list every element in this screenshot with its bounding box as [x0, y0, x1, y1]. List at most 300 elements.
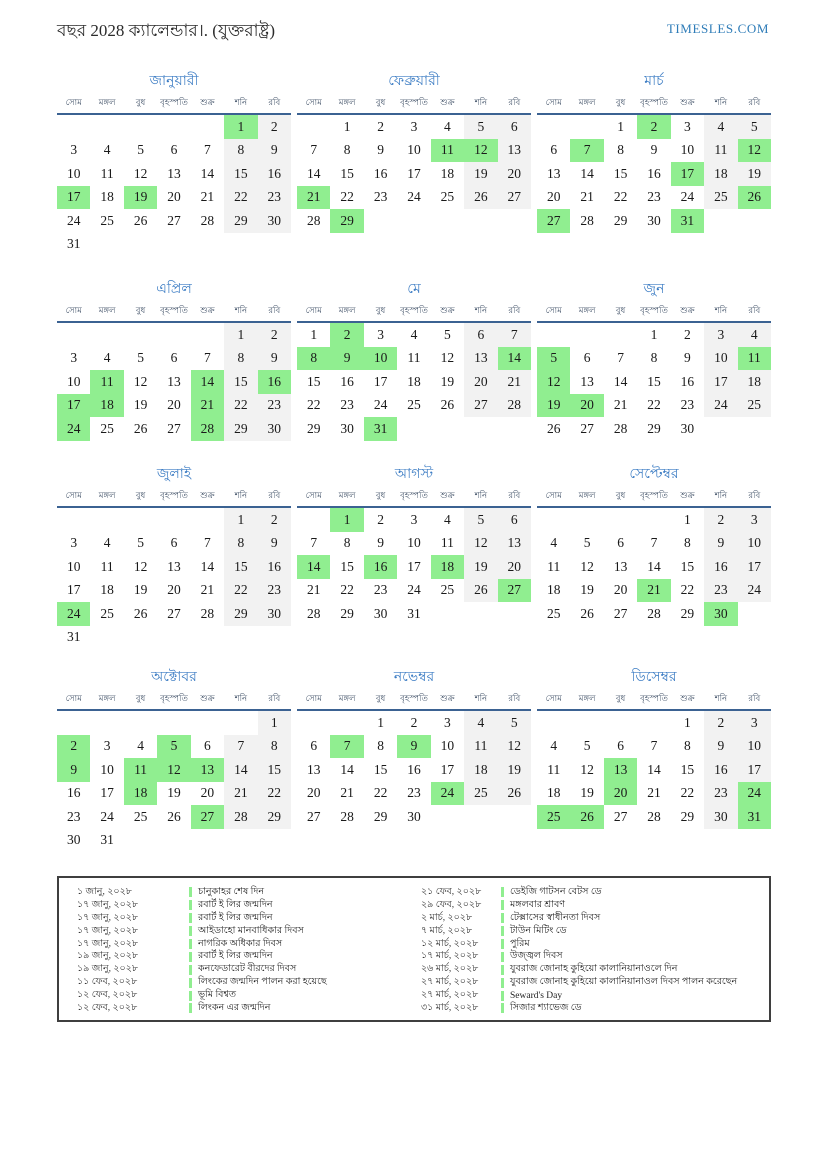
day-cell: 3 — [410, 118, 418, 134]
weekday-label: শুক্র — [200, 97, 215, 107]
weekday-label: বৃহস্পতি — [400, 97, 428, 107]
weekday-label: শুক্র — [440, 305, 455, 315]
day-cell: 28 — [200, 212, 215, 228]
weekday-label: বুধ — [615, 693, 626, 703]
weekday-label: শনি — [714, 490, 728, 500]
day-cell: 16 — [373, 165, 388, 181]
holiday-marker-bar — [189, 952, 192, 962]
day-cell: 11 — [440, 535, 454, 551]
day-cell: 14 — [191, 370, 224, 394]
day-cell: 20 — [546, 189, 561, 205]
day-cell: 26 — [133, 212, 148, 228]
day-cell: 23 — [704, 782, 737, 806]
day-cell: 19 — [464, 162, 497, 186]
day-cell: 13 — [306, 761, 321, 777]
legend-row — [77, 1002, 407, 1015]
day-cell: 15 — [613, 165, 628, 181]
day-cell-empty — [157, 115, 190, 139]
day-cell: 24 — [100, 808, 114, 824]
day-grid — [57, 115, 291, 256]
day-cell: 29 — [224, 602, 257, 626]
weekday-label: শনি — [474, 97, 488, 107]
month-title: সেপ্টেম্বর — [629, 467, 679, 482]
day-cell: 21 — [191, 394, 224, 418]
day-cell: 21 — [200, 582, 215, 598]
day-cell: 22 — [373, 785, 388, 801]
day-cell: 16 — [66, 785, 81, 801]
month-block-4 — [57, 280, 291, 441]
holiday-name: টাউন মিটিং ডে — [510, 925, 567, 936]
weekday-label: রবি — [748, 693, 761, 703]
weekday-header-row — [297, 489, 531, 508]
day-cell: 29 — [373, 808, 388, 824]
month-title: নভেম্বর — [393, 670, 435, 685]
day-cell: 14 — [498, 347, 531, 371]
day-cell: 2 — [684, 326, 691, 342]
day-cell-empty — [537, 115, 570, 139]
day-cell: 15 — [373, 761, 388, 777]
day-cell: 22 — [306, 397, 321, 413]
day-cell: 20 — [200, 785, 215, 801]
day-cell-empty — [570, 711, 603, 735]
day-cell: 30 — [407, 808, 421, 824]
holiday-name: পুরিম — [510, 938, 530, 949]
day-cell: 24 — [57, 602, 90, 626]
day-cell: 8 — [297, 347, 330, 371]
day-cell: 17 — [66, 582, 81, 598]
holiday-marker-bar — [501, 952, 504, 962]
day-cell: 17 — [738, 758, 771, 782]
day-cell: 3 — [377, 326, 384, 342]
day-cell: 27 — [537, 209, 570, 233]
day-cell-empty — [637, 508, 670, 532]
day-cell: 21 — [340, 785, 354, 801]
day-cell: 24 — [373, 397, 388, 413]
day-cell: 4 — [103, 350, 111, 366]
holiday-name: নাগরিক অধিকার দিবস — [198, 938, 283, 949]
holiday-date: ১ জানু, ২০২৮ — [77, 886, 132, 897]
weekday-label: সোম — [305, 490, 322, 500]
weekday-label: রবি — [268, 490, 281, 500]
day-cell-empty — [124, 323, 157, 347]
day-cell: 24 — [431, 782, 464, 806]
day-cell: 8 — [684, 535, 691, 551]
holiday-marker-bar — [501, 939, 504, 949]
day-cell: 16 — [258, 370, 291, 394]
day-cell: 25 — [546, 605, 561, 621]
day-cell: 28 — [647, 808, 661, 824]
day-cell: 28 — [580, 212, 594, 228]
day-grid — [297, 508, 531, 626]
day-cell: 15 — [258, 758, 291, 782]
day-cell: 21 — [580, 189, 594, 205]
day-cell: 6 — [583, 350, 591, 366]
day-cell: 11 — [90, 370, 123, 394]
holiday-name: লিংকন এর জন্মদিন — [198, 1002, 271, 1013]
day-cell: 13 — [604, 758, 637, 782]
weekday-label: মঙ্গল — [338, 490, 356, 500]
day-cell-empty — [157, 508, 190, 532]
day-cell: 14 — [340, 761, 354, 777]
day-cell: 22 — [224, 186, 257, 210]
day-cell: 21 — [498, 370, 531, 394]
holiday-name: আইডাহো মানবাধিকার দিবস — [198, 925, 304, 936]
holiday-date: ২৬ মার্চ, ২০২৮ — [421, 964, 479, 975]
day-cell: 9 — [330, 347, 363, 371]
weekday-label: শনি — [714, 305, 728, 315]
day-cell: 10 — [680, 142, 695, 158]
day-cell-empty — [90, 323, 123, 347]
day-cell: 27 — [613, 605, 628, 621]
weekday-label: বুধ — [135, 305, 146, 315]
day-cell: 28 — [191, 417, 224, 441]
holiday-name: Seward's Day — [510, 990, 563, 1001]
day-cell: 10 — [66, 165, 81, 181]
day-cell: 30 — [340, 420, 354, 436]
weekday-label: বুধ — [375, 305, 386, 315]
month-title: জানুয়ারী — [149, 74, 199, 89]
weekday-label: শুক্র — [680, 305, 695, 315]
day-cell: 19 — [464, 555, 497, 579]
holiday-marker-bar — [501, 978, 504, 988]
weekday-label: মঙ্গল — [578, 305, 596, 315]
holiday-date: ১২ মার্চ, ২০২৮ — [421, 938, 479, 949]
day-cell: 17 — [671, 162, 704, 186]
holiday-marker-bar — [189, 991, 192, 1001]
day-cell: 12 — [440, 350, 455, 366]
day-cell: 3 — [704, 323, 737, 347]
weekday-label: রবি — [508, 490, 521, 500]
day-cell: 8 — [258, 735, 291, 759]
weekday-label: বুধ — [375, 693, 386, 703]
day-cell: 22 — [680, 582, 695, 598]
page-title: বছর 2028 ক্যালেন্ডার।. (যুক্তরাষ্ট্র) — [57, 21, 276, 40]
weekday-header-row — [537, 489, 771, 508]
day-cell: 10 — [100, 761, 114, 777]
day-cell: 7 — [204, 535, 211, 551]
weekday-label: মঙ্গল — [338, 693, 356, 703]
day-cell: 21 — [297, 186, 330, 210]
day-cell: 8 — [684, 738, 691, 754]
day-cell: 23 — [373, 582, 388, 598]
day-cell: 11 — [100, 558, 114, 574]
weekday-label: রবি — [268, 693, 281, 703]
day-cell: 4 — [410, 326, 418, 342]
weekday-label: বৃহস্পতি — [400, 305, 428, 315]
day-cell: 31 — [66, 629, 81, 645]
day-cell: 25 — [100, 605, 114, 621]
weekday-label: বুধ — [615, 97, 626, 107]
day-cell: 20 — [604, 782, 637, 806]
month-block-11 — [297, 668, 531, 829]
day-cell: 19 — [580, 785, 594, 801]
day-cell-empty — [191, 508, 224, 532]
day-cell: 9 — [258, 139, 291, 163]
day-cell: 11 — [464, 735, 497, 759]
day-cell-empty — [191, 323, 224, 347]
day-cell-empty — [90, 711, 123, 735]
day-cell: 12 — [498, 735, 531, 759]
day-cell: 19 — [440, 373, 455, 389]
day-cell: 7 — [204, 350, 211, 366]
month-title: মে — [407, 282, 421, 297]
day-cell-empty — [537, 323, 570, 347]
day-cell: 19 — [498, 758, 531, 782]
weekday-label: মঙ্গল — [578, 97, 596, 107]
day-cell-empty — [90, 508, 123, 532]
day-cell: 27 — [498, 579, 531, 603]
day-cell: 22 — [224, 579, 257, 603]
day-cell: 27 — [306, 808, 321, 824]
day-cell: 25 — [440, 582, 455, 598]
day-cell: 27 — [167, 420, 181, 436]
day-cell: 7 — [224, 735, 257, 759]
weekday-label: শনি — [474, 305, 488, 315]
holiday-marker-bar — [189, 913, 192, 923]
day-cell-empty — [57, 711, 90, 735]
day-cell: 9 — [684, 350, 691, 366]
day-cell: 19 — [133, 397, 148, 413]
day-cell: 16 — [364, 555, 397, 579]
day-cell: 5 — [464, 115, 497, 139]
day-cell: 24 — [738, 782, 771, 806]
weekday-label: মঙ্গল — [338, 97, 356, 107]
day-cell: 19 — [124, 186, 157, 210]
day-cell-empty — [297, 711, 330, 735]
day-cell: 23 — [373, 189, 388, 205]
day-cell: 29 — [340, 605, 354, 621]
day-cell: 23 — [66, 808, 81, 824]
day-cell: 6 — [170, 142, 178, 158]
day-cell: 12 — [580, 558, 594, 574]
day-cell: 29 — [647, 420, 661, 436]
day-cell: 22 — [613, 189, 628, 205]
day-cell: 21 — [613, 397, 628, 413]
day-cell: 18 — [546, 785, 561, 801]
day-cell: 15 — [680, 761, 695, 777]
day-cell-empty — [604, 711, 637, 735]
day-cell: 8 — [377, 738, 384, 754]
day-cell: 1 — [684, 511, 691, 527]
day-cell: 6 — [464, 323, 497, 347]
weekday-label: শনি — [474, 490, 488, 500]
holiday-date: ১২ ফেব, ২০২৮ — [77, 1002, 138, 1013]
day-cell: 29 — [224, 417, 257, 441]
day-cell: 3 — [738, 508, 771, 532]
weekday-label: শনি — [234, 490, 248, 500]
day-cell: 30 — [647, 212, 661, 228]
day-cell: 30 — [258, 602, 291, 626]
day-cell: 18 — [546, 582, 561, 598]
holiday-name: টেক্সাসের স্বাধীনতা দিবস — [510, 912, 601, 923]
day-cell: 7 — [330, 735, 363, 759]
day-cell: 5 — [738, 115, 771, 139]
weekday-label: শুক্র — [440, 693, 455, 703]
day-cell: 29 — [613, 212, 628, 228]
day-cell-empty — [297, 115, 330, 139]
day-cell: 6 — [204, 738, 211, 754]
day-cell: 12 — [157, 758, 190, 782]
month-title: জুন — [643, 282, 665, 297]
weekday-header-row — [297, 692, 531, 711]
day-cell: 3 — [410, 511, 418, 527]
day-cell: 4 — [444, 511, 451, 527]
day-cell: 28 — [306, 212, 321, 228]
day-cell: 23 — [258, 579, 291, 603]
weekday-label: রবি — [748, 97, 761, 107]
weekday-label: রবি — [748, 305, 761, 315]
day-cell: 27 — [167, 605, 181, 621]
day-cell: 27 — [167, 212, 181, 228]
day-cell: 2 — [704, 711, 737, 735]
month-block-12 — [537, 668, 771, 829]
holiday-name: চানুকাহর শেষ দিন — [198, 886, 265, 897]
day-cell-empty — [57, 508, 90, 532]
day-cell: 11 — [431, 139, 464, 163]
weekday-label: সোম — [305, 693, 322, 703]
day-cell: 28 — [200, 605, 215, 621]
weekday-header-row — [57, 96, 291, 115]
day-cell: 31 — [100, 832, 114, 848]
day-cell-empty — [297, 508, 330, 532]
day-cell: 16 — [407, 761, 421, 777]
weekday-label: মঙ্গল — [98, 490, 116, 500]
day-cell: 13 — [167, 558, 181, 574]
day-cell-empty — [124, 508, 157, 532]
month-title: মার্চ — [644, 74, 664, 89]
weekday-label: বৃহস্পতি — [160, 97, 188, 107]
day-cell: 19 — [580, 582, 594, 598]
day-cell: 4 — [738, 323, 771, 347]
day-cell: 6 — [170, 350, 178, 366]
day-cell-empty — [57, 115, 90, 139]
day-cell: 15 — [224, 370, 257, 394]
day-cell: 17 — [407, 558, 421, 574]
site-link[interactable]: TIMESLES.COM — [666, 21, 769, 36]
holiday-date: ১৭ জানু, ২০২৮ — [77, 912, 139, 923]
day-cell: 29 — [680, 808, 695, 824]
holiday-marker-bar — [501, 1003, 504, 1013]
weekday-label: বুধ — [615, 305, 626, 315]
day-cell: 14 — [306, 165, 321, 181]
day-cell: 4 — [464, 711, 497, 735]
day-cell: 1 — [330, 508, 363, 532]
day-cell: 9 — [377, 142, 384, 158]
weekday-label: বৃহস্পতি — [160, 490, 188, 500]
legend-row — [421, 1002, 766, 1015]
day-cell: 15 — [647, 373, 661, 389]
day-cell: 21 — [647, 785, 661, 801]
day-cell: 22 — [224, 394, 257, 418]
weekday-label: সোম — [65, 693, 82, 703]
weekday-label: বৃহস্পতি — [640, 97, 668, 107]
day-cell: 27 — [191, 805, 224, 829]
day-cell: 29 — [258, 805, 291, 829]
day-cell: 17 — [373, 373, 388, 389]
day-cell: 5 — [498, 711, 531, 735]
day-cell: 18 — [100, 189, 114, 205]
weekday-label: সোম — [305, 305, 322, 315]
day-cell: 30 — [704, 602, 737, 626]
month-title: জুলাই — [156, 467, 192, 482]
day-cell-empty — [191, 115, 224, 139]
legend-column-1 — [77, 886, 407, 1015]
day-cell: 14 — [224, 758, 257, 782]
holiday-date: ১৭ জানু, ২০২৮ — [77, 938, 139, 949]
day-cell: 19 — [738, 162, 771, 186]
day-cell: 12 — [537, 370, 570, 394]
day-cell: 30 — [373, 605, 388, 621]
day-cell-empty — [330, 711, 363, 735]
day-cell: 9 — [650, 142, 658, 158]
holiday-marker-bar — [189, 939, 192, 949]
day-cell: 20 — [498, 162, 531, 186]
weekday-label: সোম — [65, 490, 82, 500]
day-cell: 16 — [704, 555, 737, 579]
day-cell-empty — [157, 711, 190, 735]
weekday-label: মঙ্গল — [578, 490, 596, 500]
day-cell: 14 — [297, 555, 330, 579]
holiday-date: ২৭ মার্চ, ২০২৮ — [421, 977, 479, 988]
weekday-label: সোম — [65, 305, 82, 315]
day-cell: 10 — [704, 347, 737, 371]
day-cell: 18 — [464, 758, 497, 782]
day-cell: 20 — [498, 555, 531, 579]
day-cell: 17 — [57, 186, 90, 210]
weekday-label: বৃহস্পতি — [640, 693, 668, 703]
day-cell: 1 — [310, 326, 318, 342]
day-cell: 5 — [137, 350, 144, 366]
day-cell: 26 — [580, 605, 594, 621]
day-cell: 19 — [167, 785, 181, 801]
day-cell: 7 — [310, 142, 318, 158]
weekday-header-row — [57, 304, 291, 323]
day-cell-empty — [604, 323, 637, 347]
day-cell: 25 — [537, 805, 570, 829]
day-cell: 18 — [124, 782, 157, 806]
day-cell: 2 — [258, 508, 291, 532]
month-title: এপ্রিল — [156, 282, 192, 297]
weekday-label: বৃহস্পতি — [400, 693, 428, 703]
day-cell: 6 — [498, 508, 531, 532]
weekday-label: শুক্র — [200, 490, 215, 500]
day-cell-empty — [537, 711, 570, 735]
day-cell: 20 — [167, 397, 181, 413]
day-cell-empty — [604, 508, 637, 532]
weekday-label: রবি — [748, 490, 761, 500]
day-cell: 11 — [407, 350, 421, 366]
weekday-label: সোম — [545, 490, 562, 500]
day-cell: 10 — [738, 735, 771, 759]
day-cell: 27 — [464, 394, 497, 418]
day-cell: 10 — [440, 738, 455, 754]
day-cell: 24 — [680, 189, 695, 205]
day-cell: 2 — [258, 323, 291, 347]
day-cell: 29 — [224, 209, 257, 233]
weekday-label: রবি — [508, 693, 521, 703]
day-cell: 25 — [100, 420, 114, 436]
weekday-label: সোম — [305, 97, 322, 107]
day-cell: 23 — [704, 579, 737, 603]
day-cell: 4 — [137, 738, 144, 754]
day-cell: 12 — [464, 532, 497, 556]
weekday-label: শুক্র — [680, 97, 695, 107]
day-cell: 26 — [464, 579, 497, 603]
month-block-1 — [57, 72, 291, 256]
day-cell: 26 — [738, 186, 771, 210]
day-cell: 7 — [310, 535, 318, 551]
day-cell: 10 — [66, 373, 81, 389]
